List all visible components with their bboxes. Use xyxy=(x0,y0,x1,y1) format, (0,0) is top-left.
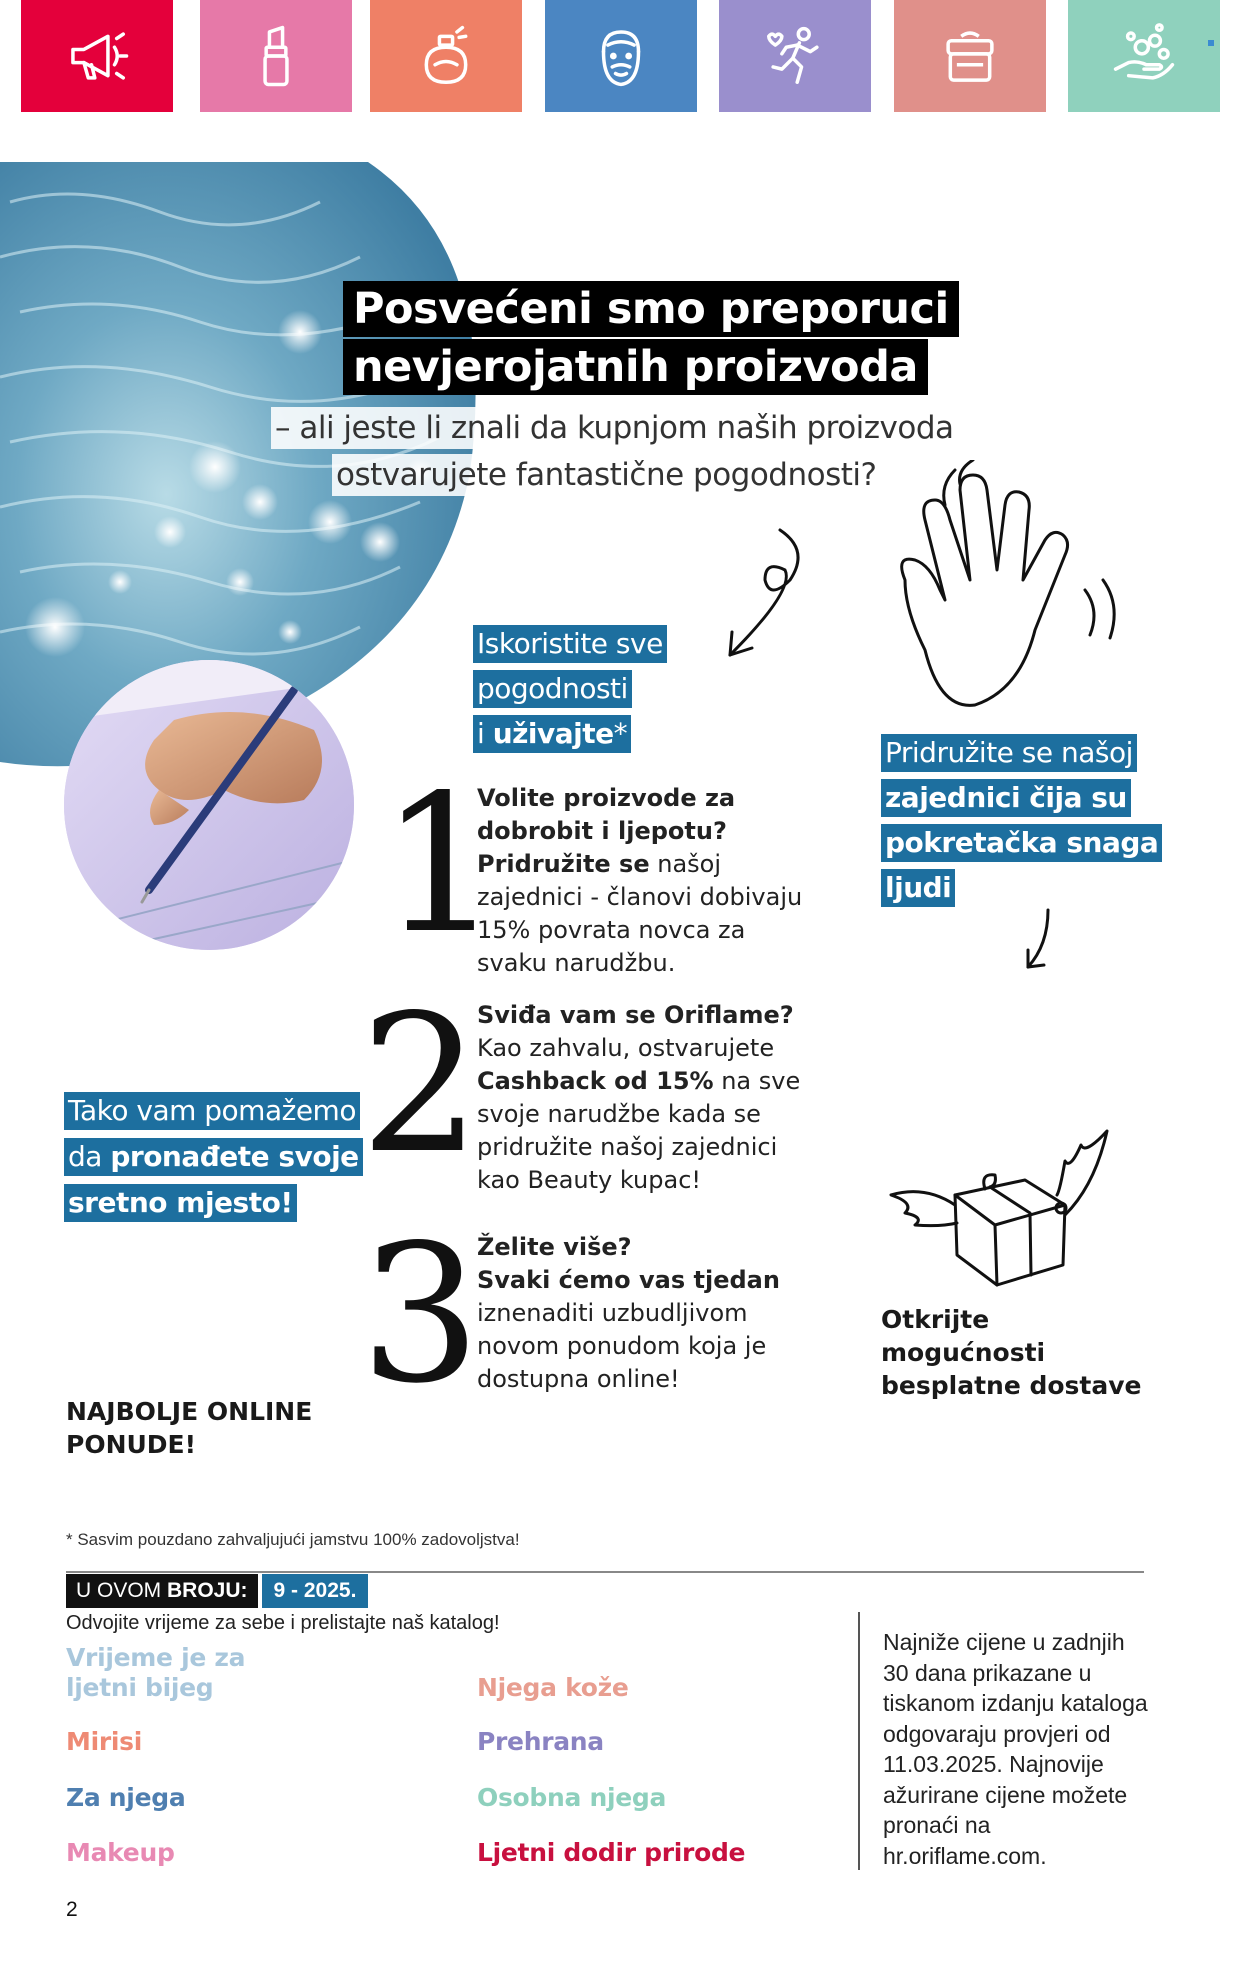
community-tag-line-2 xyxy=(881,779,1131,817)
happy-tag-bold-3: sretno mjesto! xyxy=(68,1186,293,1219)
community-tag-bold-4: ljudi xyxy=(885,871,952,904)
step-2-text xyxy=(477,999,807,1197)
category-nutrition[interactable]: Prehrana xyxy=(477,1727,604,1756)
enjoy-tag-bold: uživajte xyxy=(492,717,614,750)
tab-wellness[interactable] xyxy=(719,0,871,112)
subheadline-line-1: – ali jeste li znali da kupnjom naših proizvoda xyxy=(271,407,958,449)
tab-personal-care[interactable] xyxy=(1068,0,1220,112)
issue-label xyxy=(66,1574,368,1608)
step-1-bold-1: Volite proizvode za dobrobit i ljepotu? xyxy=(477,784,736,845)
tab-promotions[interactable] xyxy=(21,0,173,112)
step-1-bold-2: Pridružite se xyxy=(477,850,650,878)
tab-fragrance[interactable] xyxy=(370,0,522,112)
catalog-intro: Odvojite vrijeme za sebe i prelistajte naš katalog! xyxy=(66,1612,500,1634)
community-tag-line-1: Pridružite se našoj xyxy=(881,734,1137,772)
issue-label-bold: BROJU: xyxy=(167,1579,248,1602)
cream-jar-icon xyxy=(935,21,1005,91)
category-personal-care[interactable]: Osobna njega xyxy=(477,1783,667,1812)
step-1-text xyxy=(477,782,807,980)
headline-line-1: Posvećeni smo preporuci xyxy=(343,281,959,337)
tab-skincare[interactable] xyxy=(894,0,1046,112)
enjoy-tag-line-1: Iskoristite sve xyxy=(473,625,667,663)
issue-label-plain: U OVOM xyxy=(76,1579,168,1602)
enjoy-tag-plain: i xyxy=(477,717,493,750)
category-for-him[interactable]: Za njega xyxy=(66,1783,186,1812)
community-tag-line-4 xyxy=(881,869,955,907)
happy-tag-line-2 xyxy=(64,1138,363,1176)
step-2-body-1: Kao zahvalu, ostvarujete xyxy=(477,1034,775,1062)
running-person-icon xyxy=(760,21,830,91)
down-arrow-icon xyxy=(1018,905,1058,975)
enjoy-tag-line-2: pogodnosti xyxy=(473,670,632,708)
step-2-bold-1: Sviđa vam se Oriflame? xyxy=(477,1001,794,1029)
step-3-number: 3 xyxy=(360,1204,481,1425)
issue-label-black xyxy=(66,1574,258,1608)
step-3-bold-2: Svaki ćemo vas tjedan xyxy=(477,1266,780,1294)
community-tag-bold-2: zajednici čija su xyxy=(885,781,1127,814)
curly-arrow-icon xyxy=(720,520,820,670)
step-2-number: 2 xyxy=(360,974,481,1195)
perfume-icon xyxy=(411,21,481,91)
community-tag-line-3 xyxy=(881,824,1162,862)
headline-line-2: nevjerojatnih proizvoda xyxy=(343,339,928,395)
flying-gift-box-icon xyxy=(885,1125,1115,1290)
writing-hand-photo xyxy=(64,660,354,950)
free-delivery-text: Otkrijte mogućnosti besplatne dostave xyxy=(881,1305,1142,1400)
issue-number: 9 - 2025. xyxy=(262,1574,369,1608)
online-offers-text: NAJBOLJE ONLINE PONUDE! xyxy=(66,1397,313,1459)
tab-makeup[interactable] xyxy=(200,0,352,112)
section-divider xyxy=(66,1571,1144,1573)
step-2-body-2: na sve svoje narudžbe kada se pridružite našoj zajednici kao Beauty kupac! xyxy=(477,1067,801,1194)
category-summer-nature[interactable]: Ljetni dodir prirode xyxy=(477,1838,746,1867)
lipstick-icon xyxy=(241,21,311,91)
bearded-man-icon xyxy=(586,21,656,91)
enjoy-tag-star: * xyxy=(613,717,628,750)
step-2-bold-2: Cashback od 15% xyxy=(477,1067,714,1095)
tab-men[interactable] xyxy=(545,0,697,112)
megaphone-icon xyxy=(62,21,132,91)
step-3-body: iznenaditi uzbudljivom novom ponudom koja je dostupna online! xyxy=(477,1299,767,1393)
happy-tag-plain: da xyxy=(68,1140,111,1173)
category-fragrances[interactable]: Mirisi xyxy=(66,1727,142,1756)
category-skincare[interactable]: Njega kože xyxy=(477,1673,629,1702)
page-number: 2 xyxy=(66,1898,78,1921)
happy-tag-line-3 xyxy=(64,1184,297,1222)
vertical-divider xyxy=(858,1612,860,1870)
step-1-number: 1 xyxy=(380,754,501,975)
guarantee-footnote: * Sasvim pouzdano zahvaljujući jamstvu 100% zadovoljstva! xyxy=(66,1530,520,1549)
step-1-body: našoj zajednici - članovi dobivaju 15% povrata novca za svaku narudžbu. xyxy=(477,850,803,977)
waving-hand-icon xyxy=(885,460,1145,730)
enjoy-tag-line-3 xyxy=(473,715,631,753)
category-makeup[interactable]: Makeup xyxy=(66,1838,175,1867)
category-summer-escape[interactable]: Vrijeme je za ljetni bijeg xyxy=(66,1643,246,1702)
price-note: Najniže cijene u zadnjih 30 dana prikazane u tiskanom izdanju kataloga odgovaraju provjeri od 11.03.2025. Najnovije ažurirane cijene možete pronaći na hr.oriflame.com. xyxy=(883,1629,1148,1869)
community-tag-bold-3: pokretačka snaga xyxy=(885,826,1159,859)
happy-tag-bold: pronađete svoje xyxy=(110,1140,359,1173)
hand-with-bubbles-icon xyxy=(1109,21,1179,91)
tab-edge-marker xyxy=(1208,40,1214,46)
step-3-text xyxy=(477,1231,807,1396)
step-3-bold-1: Želite više? xyxy=(477,1233,632,1261)
subheadline-line-2: ostvarujete fantastične pogodnosti? xyxy=(332,454,880,496)
happy-tag-line-1: Tako vam pomažemo xyxy=(64,1092,360,1130)
